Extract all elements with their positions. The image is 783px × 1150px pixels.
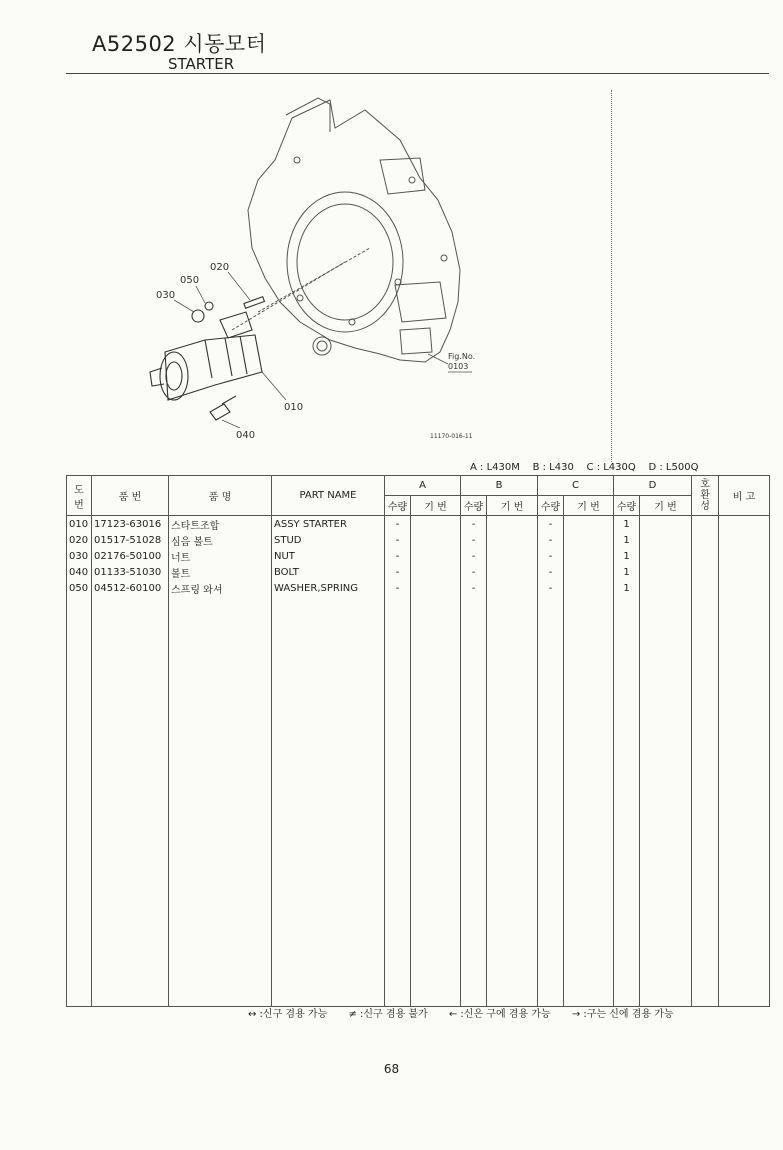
part-name-kr: 심음 볼트 bbox=[169, 532, 272, 548]
header-ref-no: 도 번 bbox=[67, 476, 92, 516]
header-qty: 수량 bbox=[538, 496, 564, 516]
qty-d: 1 bbox=[614, 564, 640, 580]
table-row bbox=[67, 532, 770, 548]
legend-both-ways: ↔ :신구 겸용 가능 bbox=[248, 1009, 328, 1020]
drawing-code: 11170-016-11 bbox=[430, 433, 473, 440]
qty-b: - bbox=[461, 564, 487, 580]
header-group-b: B bbox=[461, 476, 538, 496]
part-name-kr: 볼트 bbox=[169, 564, 272, 580]
qty-b: - bbox=[461, 532, 487, 548]
ref-no: 010 bbox=[67, 516, 92, 533]
table-row bbox=[67, 564, 770, 580]
ref-no: 040 bbox=[67, 564, 92, 580]
qty-a: - bbox=[385, 580, 411, 596]
ref-no: 050 bbox=[67, 580, 92, 596]
table-row bbox=[67, 548, 770, 564]
header-code: 기 번 bbox=[564, 496, 614, 516]
qty-c: - bbox=[538, 580, 564, 596]
header-part-name-kr: 품 명 bbox=[169, 476, 272, 516]
qty-b: - bbox=[461, 580, 487, 596]
ref-no: 020 bbox=[67, 532, 92, 548]
header-code: 기 번 bbox=[411, 496, 461, 516]
qty-d: 1 bbox=[614, 532, 640, 548]
callout-030: 030 bbox=[156, 290, 176, 301]
qty-a: - bbox=[385, 548, 411, 564]
qty-a: - bbox=[385, 532, 411, 548]
table-blank-area bbox=[67, 596, 770, 1007]
fig-no-value: 0103 bbox=[448, 362, 469, 371]
part-no: 01133-51030 bbox=[92, 564, 169, 580]
qty-a: - bbox=[385, 516, 411, 533]
page-subtitle: STARTER bbox=[168, 55, 235, 73]
washer-part bbox=[205, 302, 213, 310]
parts-table bbox=[66, 475, 770, 1007]
table-row bbox=[67, 580, 770, 596]
fig-no-label: Fig.No. bbox=[448, 352, 476, 361]
stud-part bbox=[244, 297, 265, 309]
ref-no: 030 bbox=[67, 548, 92, 564]
callout-040: 040 bbox=[236, 430, 256, 441]
qty-c: - bbox=[538, 532, 564, 548]
header-code: 기 번 bbox=[487, 496, 538, 516]
models-legend: A : L430M B : L430 C : L430Q D : L500Q bbox=[470, 462, 699, 473]
header-part-name-en: PART NAME bbox=[272, 476, 385, 516]
part-name-en: NUT bbox=[272, 548, 385, 564]
legend-new-to-old: ← :신은 구에 겸용 가능 bbox=[448, 1009, 551, 1020]
qty-a: - bbox=[385, 564, 411, 580]
qty-d: 1 bbox=[614, 516, 640, 533]
part-no: 17123-63016 bbox=[92, 516, 169, 533]
part-name-en: STUD bbox=[272, 532, 385, 548]
header-qty: 수량 bbox=[614, 496, 640, 516]
page-number: 68 bbox=[383, 1062, 400, 1076]
part-name-en: WASHER,SPRING bbox=[272, 580, 385, 596]
qty-c: - bbox=[538, 516, 564, 533]
header-interchange: 호 환 성 bbox=[692, 476, 719, 516]
header-code: 기 번 bbox=[640, 496, 692, 516]
part-no: 01517-51028 bbox=[92, 532, 169, 548]
header-qty: 수량 bbox=[461, 496, 487, 516]
callout-020: 020 bbox=[210, 262, 230, 273]
interchange-legend bbox=[248, 1005, 692, 1020]
qty-d: 1 bbox=[614, 580, 640, 596]
callout-010: 010 bbox=[284, 402, 304, 413]
part-name-en: ASSY STARTER bbox=[272, 516, 385, 533]
qty-c: - bbox=[538, 564, 564, 580]
table-row bbox=[67, 516, 770, 533]
part-no: 02176-50100 bbox=[92, 548, 169, 564]
part-name-en: BOLT bbox=[272, 564, 385, 580]
legend-not-interchangeable: ≠ :신구 겸용 불가 bbox=[348, 1009, 428, 1020]
qty-b: - bbox=[461, 548, 487, 564]
header-group-a: A bbox=[385, 476, 461, 496]
header-part-no: 품 번 bbox=[92, 476, 169, 516]
qty-d: 1 bbox=[614, 548, 640, 564]
flywheel-housing bbox=[248, 100, 460, 362]
part-name-kr: 스타트조합 bbox=[169, 516, 272, 533]
exploded-parts-diagram bbox=[0, 0, 783, 470]
part-name-kr: 스프링 와셔 bbox=[169, 580, 272, 596]
page-title: A52502 시동모터 bbox=[92, 32, 267, 56]
legend-old-to-new: → :구는 신에 겸용 가능 bbox=[571, 1009, 674, 1020]
qty-c: - bbox=[538, 548, 564, 564]
header-qty: 수량 bbox=[385, 496, 411, 516]
qty-b: - bbox=[461, 516, 487, 533]
starter-motor bbox=[165, 335, 262, 400]
part-no: 04512-60100 bbox=[92, 580, 169, 596]
header-group-d: D bbox=[614, 476, 692, 496]
callout-050: 050 bbox=[180, 275, 200, 286]
bolt-part bbox=[210, 396, 236, 420]
header-remarks: 비 고 bbox=[719, 476, 770, 516]
part-name-kr: 너트 bbox=[169, 548, 272, 564]
header-group-c: C bbox=[538, 476, 614, 496]
